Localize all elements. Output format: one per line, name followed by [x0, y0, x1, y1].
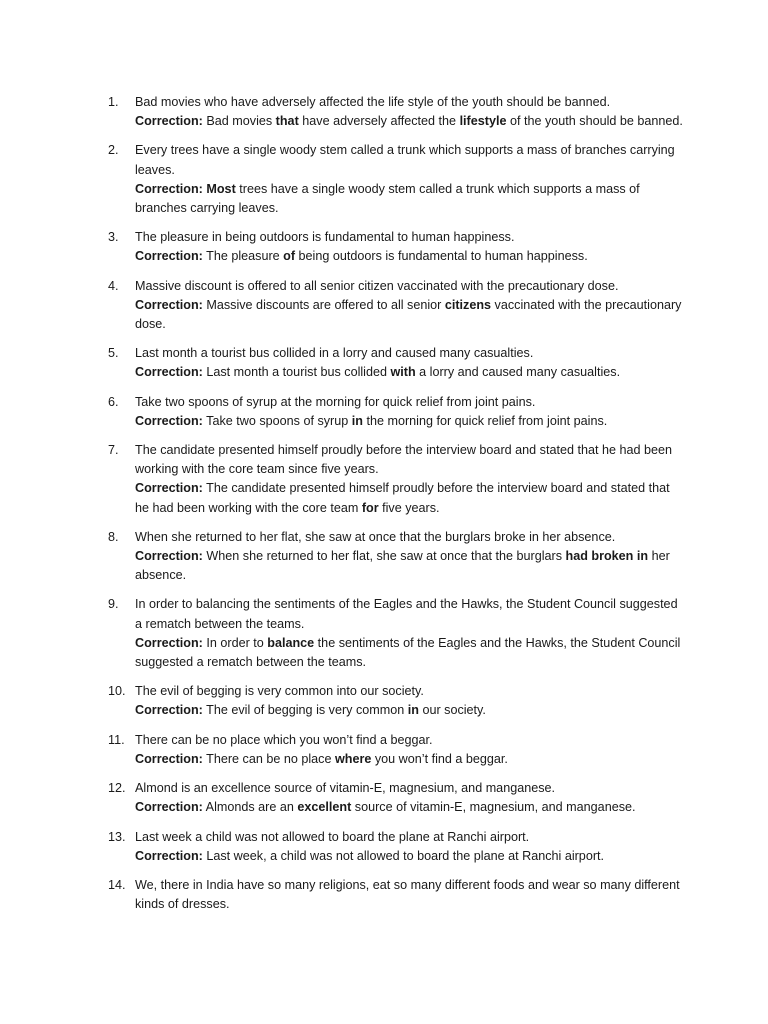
- correction-text: vaccinated with the precautionary dose.: [135, 297, 682, 332]
- item-correction: [135, 247, 684, 266]
- item-number: 1.: [108, 95, 119, 109]
- list-item: [108, 441, 684, 518]
- correction-label: Correction:: [135, 365, 203, 380]
- correction-highlight: lifestyle: [459, 114, 507, 129]
- list-item: [108, 277, 684, 335]
- correction-text: Massive discounts are offered to all senior: [202, 297, 445, 312]
- item-correction: [135, 296, 684, 334]
- correction-text: our society.: [418, 703, 486, 718]
- correction-text: Take two spoons of syrup: [202, 413, 352, 428]
- item-number: 3.: [108, 230, 119, 245]
- item-correction: [135, 847, 684, 866]
- correction-text: Last week, a child was not allowed to board the plane at Ranchi airport.: [202, 848, 605, 863]
- correction-text: the sentiments of the Eagles and the Hawks, the Student Council suggested a rematch between the teams.: [135, 635, 681, 670]
- correction-highlight: where: [334, 751, 372, 766]
- correction-highlight: excellent: [297, 800, 352, 815]
- item-number: 6.: [108, 394, 119, 409]
- exercise-list: [108, 93, 684, 924]
- item-sentence: There can be no place which you won’t find a beggar.: [135, 732, 433, 747]
- item-sentence: In order to balancing the sentiments of the Eagles and the Hawks, the Student Council suggested a rematch between the teams.: [135, 597, 678, 631]
- item-number: 13.: [108, 829, 126, 844]
- item-body: [135, 228, 684, 266]
- item-correction: [135, 798, 684, 817]
- item-number: 11.: [108, 732, 125, 747]
- item-number: 9.: [108, 597, 119, 612]
- item-body: [135, 344, 684, 382]
- correction-text: the morning for quick relief from joint pains.: [362, 413, 608, 428]
- item-body: [135, 441, 684, 518]
- list-item: [108, 93, 684, 131]
- list-item: [108, 344, 684, 382]
- item-sentence: Last month a tourist bus collided in a lorry and caused many casualties.: [135, 346, 534, 361]
- correction-label: Correction:: [135, 114, 203, 129]
- list-item: [108, 682, 684, 720]
- correction-label: Correction:: [135, 848, 203, 863]
- correction-highlight: for: [361, 500, 379, 515]
- list-item: [108, 779, 684, 817]
- correction-text: In order to: [202, 635, 268, 650]
- item-number: 4.: [108, 278, 119, 293]
- item-correction: [135, 412, 684, 431]
- item-number: 10.: [108, 684, 126, 699]
- list-item: [108, 595, 684, 672]
- item-body: [135, 93, 684, 131]
- list-item: [108, 876, 684, 914]
- item-sentence: Every trees have a single woody stem called a trunk which supports a mass of branches carrying leaves.: [135, 143, 675, 177]
- correction-label: Correction:: [135, 249, 203, 264]
- item-correction: [135, 634, 684, 672]
- correction-label: Correction:: [135, 481, 203, 496]
- correction-label: Correction:: [135, 751, 203, 766]
- item-body: [135, 277, 684, 335]
- item-correction: [135, 180, 684, 218]
- item-body: [135, 528, 684, 586]
- correction-highlight: had broken in: [565, 549, 649, 564]
- item-body: [135, 779, 684, 817]
- correction-text: trees have a single woody stem called a trunk which supports a mass of branches carrying leaves.: [135, 181, 640, 216]
- list-item: [108, 393, 684, 431]
- item-body: [135, 876, 684, 914]
- correction-text: source of vitamin-E, magnesium, and manganese.: [351, 800, 636, 815]
- item-sentence: Last week a child was not allowed to board the plane at Ranchi airport.: [135, 829, 530, 844]
- correction-text: a lorry and caused many casualties.: [415, 365, 621, 380]
- item-number: 5.: [108, 346, 119, 361]
- correction-text: her absence.: [135, 549, 670, 583]
- correction-text: The candidate presented himself proudly before the interview board and stated that he had been working with the core team: [135, 481, 670, 515]
- item-body: [135, 141, 684, 218]
- correction-text: of the youth should be banned.: [506, 114, 683, 129]
- item-sentence: The evil of begging is very common into our society.: [135, 684, 424, 699]
- item-sentence: We, there in India have so many religions, eat so many different foods and wear so many different kinds of dresses.: [135, 877, 680, 912]
- correction-highlight: Most: [206, 181, 236, 196]
- correction-label: Correction:: [135, 635, 203, 650]
- correction-text: Almonds are an: [202, 800, 298, 815]
- correction-highlight: balance: [267, 635, 315, 650]
- correction-text: The evil of begging is very common: [202, 703, 408, 718]
- correction-text: Last month a tourist bus collided: [202, 365, 391, 380]
- correction-text: There can be no place: [202, 751, 335, 766]
- item-sentence: Massive discount is offered to all senior citizen vaccinated with the precautionary dose.: [135, 278, 619, 293]
- item-number: 12.: [108, 781, 126, 796]
- item-sentence: Almond is an excellence source of vitamin-E, magnesium, and manganese.: [135, 781, 556, 796]
- correction-highlight: of: [283, 249, 296, 264]
- item-body: [135, 828, 684, 866]
- item-number: 2.: [108, 143, 119, 158]
- item-correction: [135, 701, 684, 720]
- correction-highlight: with: [390, 365, 416, 380]
- item-sentence: Bad movies who have adversely affected the life style of the youth should be banned.: [135, 95, 611, 109]
- list-item: [108, 141, 684, 218]
- correction-text: The pleasure: [202, 249, 284, 264]
- correction-highlight: in: [407, 703, 419, 718]
- correction-highlight: citizens: [444, 297, 492, 312]
- item-correction: [135, 479, 684, 517]
- correction-label: Correction:: [135, 800, 203, 815]
- correction-text: When she returned to her flat, she saw at once that the burglars: [202, 549, 566, 564]
- list-item: [108, 528, 684, 586]
- item-body: [135, 595, 684, 672]
- list-item: [108, 228, 684, 266]
- item-correction: [135, 363, 684, 382]
- correction-text: have adversely affected the: [298, 114, 460, 129]
- item-body: [135, 731, 684, 769]
- correction-text: five years.: [378, 500, 440, 515]
- item-body: [135, 682, 684, 720]
- correction-label: Correction:: [135, 413, 203, 428]
- item-sentence: The candidate presented himself proudly before the interview board and stated that he had been working with the core team since five years.: [135, 443, 672, 477]
- item-sentence: Take two spoons of syrup at the morning for quick relief from joint pains.: [135, 394, 536, 409]
- item-sentence: The pleasure in being outdoors is fundamental to human happiness.: [135, 230, 515, 245]
- list-item: [108, 828, 684, 866]
- item-number: 14.: [108, 877, 126, 892]
- item-correction: [135, 112, 684, 131]
- item-number: 8.: [108, 529, 119, 544]
- correction-text: being outdoors is fundamental to human happiness.: [295, 249, 588, 264]
- list-item: [108, 731, 684, 769]
- correction-text: you won’t find a beggar.: [371, 751, 508, 766]
- correction-label: Correction:: [135, 549, 203, 564]
- item-body: [135, 393, 684, 431]
- correction-label: Correction:: [135, 297, 203, 312]
- correction-text: Bad movies: [202, 114, 276, 129]
- item-sentence: When she returned to her flat, she saw at once that the burglars broke in her absence.: [135, 529, 616, 544]
- item-correction: [135, 547, 684, 585]
- item-number: 7.: [108, 443, 119, 458]
- correction-highlight: that: [275, 114, 299, 129]
- correction-label: Correction:: [135, 181, 203, 196]
- correction-highlight: in: [351, 413, 363, 428]
- item-correction: [135, 750, 684, 769]
- correction-label: Correction:: [135, 703, 203, 718]
